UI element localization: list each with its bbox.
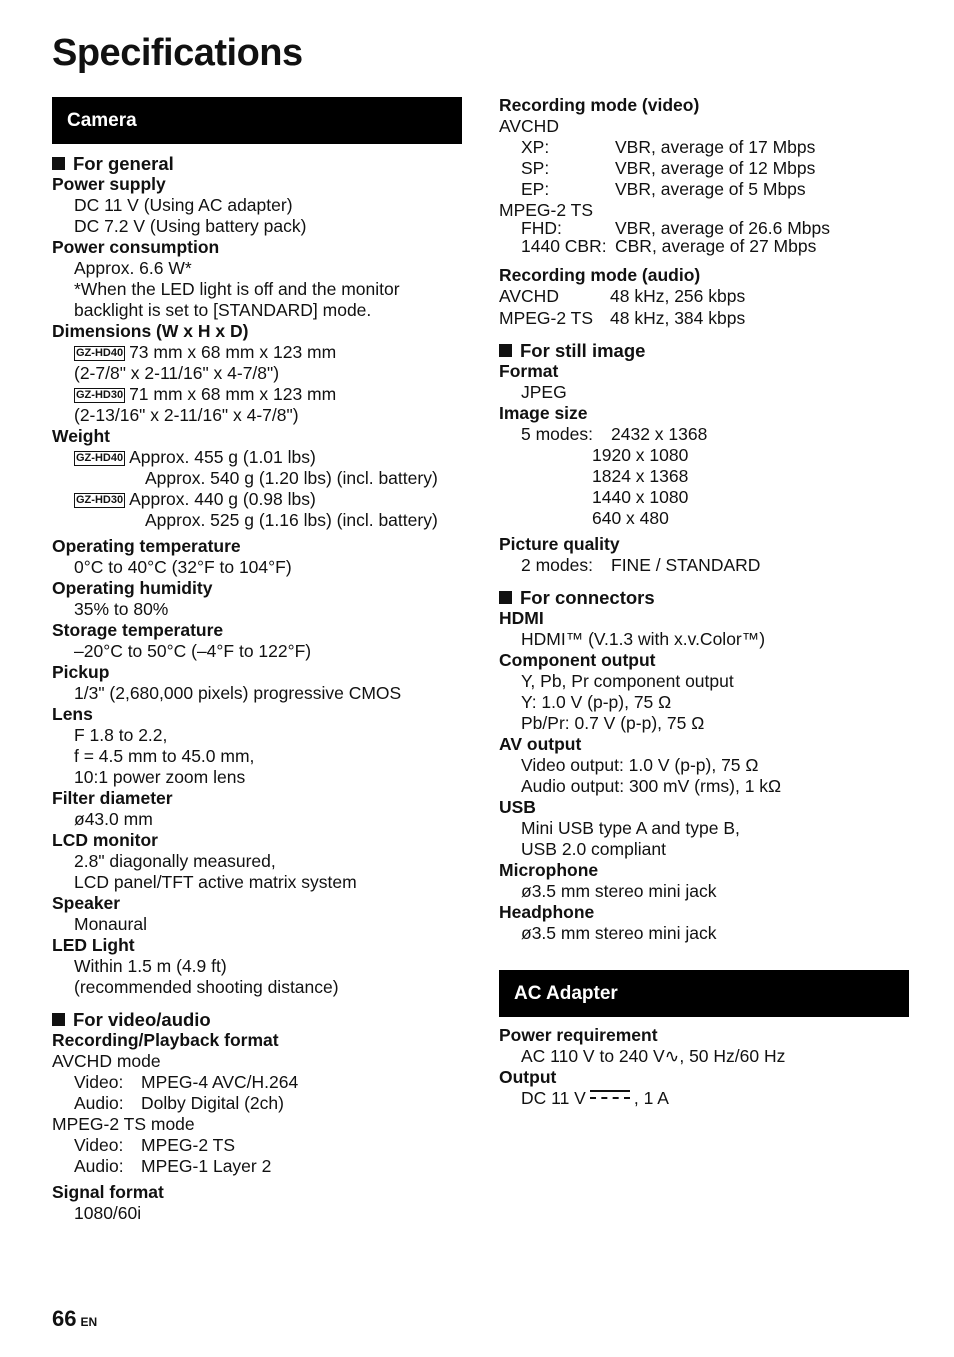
- spec-row: AVCHD 48 kHz, 256 kbps: [499, 286, 746, 306]
- spec-row: Video: MPEG-4 AVC/H.264: [74, 1072, 299, 1092]
- spec-value: Monaural: [74, 914, 147, 934]
- spec-value: 2.8" diagonally measured,: [74, 851, 276, 871]
- spec-row: FHD: VBR, average of 26.6 Mbps: [521, 218, 830, 238]
- spec-value: Audio output: 300 mV (rms), 1 kΩ: [521, 776, 782, 796]
- page-title: Specifications: [52, 32, 303, 74]
- spec-value: GZ-HD30 71 mm x 68 mm x 123 mm: [76, 384, 337, 404]
- microphone-label: Microphone: [499, 860, 599, 880]
- rec-video-label: Recording mode (video): [499, 95, 700, 115]
- spec-value: Approx. 525 g (1.16 lbs) (incl. battery): [145, 510, 438, 530]
- spec-value: Y, Pb, Pr component output: [521, 671, 734, 691]
- spec-value: F 1.8 to 2.2,: [74, 725, 168, 745]
- dc-symbol-icon: [590, 1090, 630, 1102]
- spec-value: f = 4.5 mm to 45.0 mm,: [74, 746, 255, 766]
- left-column: [52, 97, 462, 1224]
- spec-value: HDMI™ (V.1.3 with x.v.Color™): [521, 629, 766, 649]
- square-bullet-icon: [499, 591, 512, 604]
- weight-label: Weight: [52, 426, 111, 446]
- spec-value: USB 2.0 compliant: [521, 839, 666, 859]
- spec-value: AVCHD mode: [52, 1051, 161, 1071]
- spec-value: 1920 x 1080: [592, 445, 689, 465]
- spec-value: 640 x 480: [592, 508, 669, 528]
- video-audio-heading: For video/audio: [52, 1009, 462, 1030]
- pickup-label: Pickup: [52, 662, 110, 682]
- spec-value: AC 110 V to 240 V∿, 50 Hz/60 Hz: [521, 1046, 786, 1066]
- storage-temp-label: Storage temperature: [52, 620, 224, 640]
- spec-value: GZ-HD30 Approx. 440 g (0.98 lbs): [76, 489, 316, 509]
- spec-value: MPEG-2 TS: [499, 200, 594, 220]
- ac-adapter-section-bar: AC Adapter: [499, 970, 909, 1017]
- spec-row: Audio: MPEG-1 Layer 2: [74, 1156, 272, 1176]
- spec-value: Approx. 540 g (1.20 lbs) (incl. battery): [145, 468, 438, 488]
- image-size-label: Image size: [499, 403, 588, 423]
- spec-row: 2 modes: FINE / STANDARD: [521, 555, 761, 575]
- hdmi-label: HDMI: [499, 608, 544, 628]
- spec-row: MPEG-2 TS 48 kHz, 384 kbps: [499, 308, 746, 328]
- square-bullet-icon: [52, 1013, 65, 1026]
- spec-row: 1440 CBR: CBR, average of 27 Mbps: [521, 236, 817, 256]
- ac-wave-icon: ∿: [664, 1046, 680, 1066]
- spec-value: backlight is set to [STANDARD] mode.: [74, 300, 372, 320]
- square-bullet-icon: [499, 344, 512, 357]
- spec-value: JPEG: [521, 382, 567, 402]
- spec-row: XP: VBR, average of 17 Mbps: [521, 137, 816, 157]
- spec-value: DC 7.2 V (Using battery pack): [74, 216, 307, 236]
- spec-value: Within 1.5 m (4.9 ft): [74, 956, 227, 976]
- spec-value: Video output: 1.0 V (p-p), 75 Ω: [521, 755, 759, 775]
- usb-label: USB: [499, 797, 536, 817]
- power-requirement-label: Power requirement: [499, 1025, 658, 1045]
- page-footer: [52, 1308, 97, 1333]
- spec-value: Approx. 6.6 W*: [74, 258, 192, 278]
- square-bullet-icon: [52, 157, 65, 170]
- right-column: [499, 95, 909, 1109]
- speaker-label: Speaker: [52, 893, 121, 913]
- spec-value: ø3.5 mm stereo mini jack: [521, 923, 717, 943]
- spec-value: DC 11 V (Using AC adapter): [74, 195, 293, 215]
- quality-label: Picture quality: [499, 534, 620, 554]
- spec-value: GZ-HD40 73 mm x 68 mm x 123 mm: [76, 342, 337, 362]
- spec-value: Mini USB type A and type B,: [521, 818, 740, 838]
- format-label: Format: [499, 361, 559, 381]
- spec-value: AVCHD: [499, 116, 559, 136]
- dimensions-label: Dimensions (W x H x D): [52, 321, 249, 341]
- spec-value: MPEG-2 TS mode: [52, 1114, 195, 1134]
- spec-value: DC 11 V , 1 A: [521, 1088, 669, 1108]
- spec-value: (recommended shooting distance): [74, 977, 339, 997]
- still-heading: For still image: [499, 340, 909, 361]
- lens-label: Lens: [52, 704, 93, 724]
- model-badge: GZ-HD30: [76, 389, 124, 401]
- spec-row: SP: VBR, average of 12 Mbps: [521, 158, 816, 178]
- page-number: 66: [52, 1306, 77, 1331]
- spec-row: EP: VBR, average of 5 Mbps: [521, 179, 806, 199]
- page-language: EN: [80, 1315, 98, 1329]
- spec-value: 1/3" (2,680,000 pixels) progressive CMOS: [74, 683, 402, 703]
- headphone-label: Headphone: [499, 902, 595, 922]
- spec-row: Audio: Dolby Digital (2ch): [74, 1093, 284, 1113]
- general-heading: For general: [52, 153, 462, 174]
- spec-value: 1080/60i: [74, 1203, 142, 1223]
- led-label: LED Light: [52, 935, 135, 955]
- spec-value: ø3.5 mm stereo mini jack: [521, 881, 717, 901]
- rec-audio-label: Recording mode (audio): [499, 265, 701, 285]
- power-supply-label: Power supply: [52, 174, 166, 194]
- filter-label: Filter diameter: [52, 788, 173, 808]
- power-consumption-label: Power consumption: [52, 237, 220, 257]
- output-label: Output: [499, 1067, 557, 1087]
- spec-row: Video: MPEG-2 TS: [74, 1135, 236, 1155]
- spec-value: (2-7/8" x 2-11/16" x 4-7/8"): [74, 363, 280, 383]
- lcd-label: LCD monitor: [52, 830, 158, 850]
- spec-value: 1824 x 1368: [592, 466, 689, 486]
- spec-value: 10:1 power zoom lens: [74, 767, 246, 787]
- op-humidity-label: Operating humidity: [52, 578, 213, 598]
- spec-value: Pb/Pr: 0.7 V (p-p), 75 Ω: [521, 713, 705, 733]
- spec-value: 1440 x 1080: [592, 487, 689, 507]
- spec-value: GZ-HD40 Approx. 455 g (1.01 lbs): [76, 447, 316, 467]
- spec-value: ø43.0 mm: [74, 809, 153, 829]
- av-output-label: AV output: [499, 734, 582, 754]
- spec-value: 35% to 80%: [74, 599, 169, 619]
- op-temp-label: Operating temperature: [52, 536, 241, 556]
- model-badge: GZ-HD30: [76, 494, 124, 506]
- signal-format-label: Signal format: [52, 1182, 164, 1202]
- model-badge: GZ-HD40: [76, 452, 124, 464]
- camera-section-bar: Camera: [52, 97, 462, 144]
- spec-value: Y: 1.0 V (p-p), 75 Ω: [521, 692, 672, 712]
- spec-value: *When the LED light is off and the monitor: [74, 279, 400, 299]
- spec-value: LCD panel/TFT active matrix system: [74, 872, 357, 892]
- spec-value: (2-13/16" x 2-11/16" x 4-7/8"): [74, 405, 299, 425]
- rec-format-label: Recording/Playback format: [52, 1030, 279, 1050]
- spec-value: –20°C to 50°C (–4°F to 122°F): [74, 641, 312, 661]
- spec-row: 5 modes: 2432 x 1368: [521, 424, 708, 444]
- component-label: Component output: [499, 650, 656, 670]
- model-badge: GZ-HD40: [76, 347, 124, 359]
- spec-value: 0°C to 40°C (32°F to 104°F): [74, 557, 292, 577]
- connectors-heading: For connectors: [499, 587, 909, 608]
